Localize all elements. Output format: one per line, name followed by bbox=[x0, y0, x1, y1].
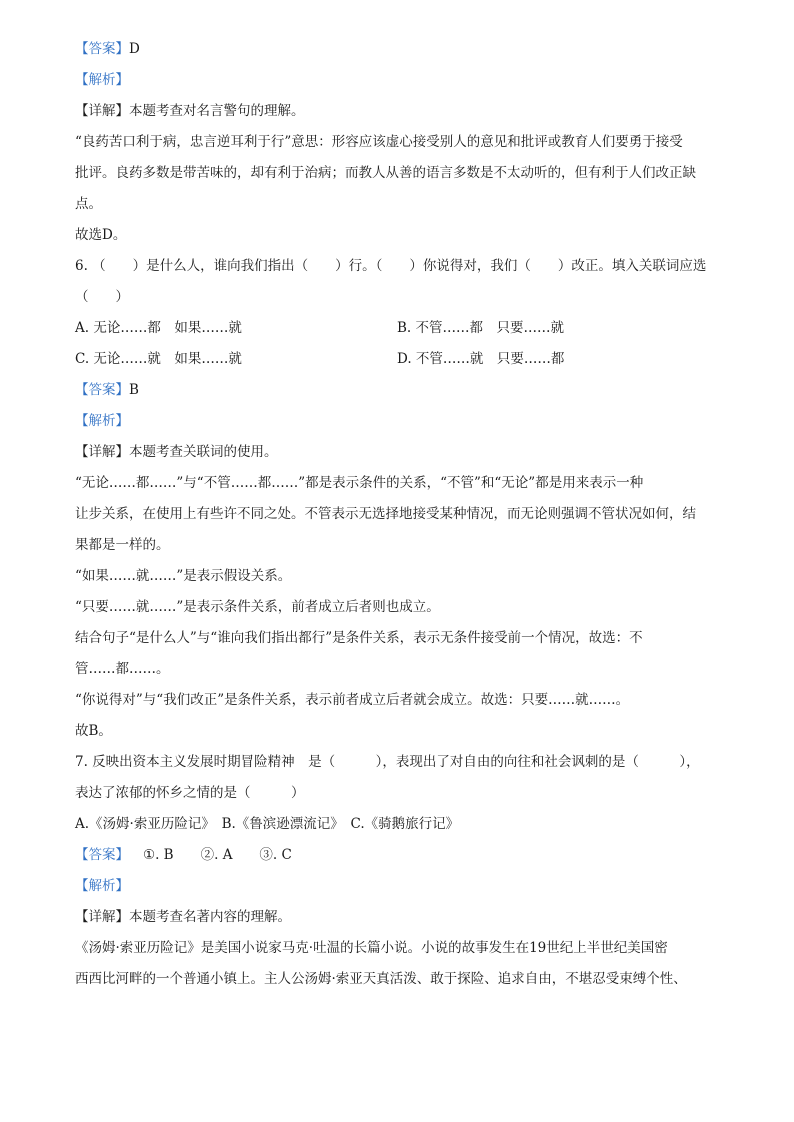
q6-stem-line-1: 6. （ ）是什么人，谁向我们指出（ ）行。（ ）你说得对，我们（ ）改正。填入关联词应选 bbox=[75, 258, 707, 274]
q5-paragraph-3: 点。 bbox=[75, 196, 102, 212]
q7-answer: ①. B ②. A ③. C bbox=[143, 847, 292, 863]
q5-detail-line bbox=[75, 102, 305, 120]
q7-paragraph-2: 西西比河畔的一个普通小镇上。主人公汤姆·索亚天真活泼、敢于探险、追求自由，不堪忍受束缚个性、 bbox=[75, 971, 687, 987]
q6-answer-line bbox=[75, 381, 139, 399]
q7-stem-line-1: 7. 反映出资本主义发展时期冒险精神 是（ ），表现出了对自由的向往和社会讽刺的是（ ）， bbox=[75, 754, 700, 770]
q5-analysis-tag: 【解析】 bbox=[75, 72, 129, 88]
q6-paragraph-7: 管……都……。 bbox=[75, 661, 170, 677]
q5-detail-tag: 【详解】 bbox=[75, 103, 129, 119]
q5-detail: 本题考查对名言警句的理解。 bbox=[129, 103, 305, 119]
q6-conclusion: 故B。 bbox=[75, 723, 112, 739]
q7-detail: 本题考查名著内容的理解。 bbox=[129, 909, 291, 925]
q6-option-b: B. 不管……都 只要……就 bbox=[397, 320, 565, 336]
q6-paragraph-1: “无论……都……”与“不管……都……”都是表示条件的关系，“不管”和“无论”都是用来表示一种 bbox=[75, 475, 644, 491]
q5-answer-tag: 【答案】 bbox=[75, 41, 129, 57]
q6-detail-line bbox=[75, 443, 278, 461]
q5-conclusion: 故选D。 bbox=[75, 227, 127, 243]
q7-options: A.《汤姆·索亚历险记》 B.《鲁滨逊漂流记》 C.《骑鹅旅行记》 bbox=[75, 816, 460, 832]
q7-detail-tag: 【详解】 bbox=[75, 909, 129, 925]
q6-answer-tag: 【答案】 bbox=[75, 382, 129, 398]
q5-paragraph-1: “良药苦口利于病，忠言逆耳利于行”意思：形容应该虚心接受别人的意见和批评或教育人们要勇于接受 bbox=[75, 134, 683, 150]
q6-paragraph-4: “如果……就……”是表示假设关系。 bbox=[75, 568, 292, 584]
q6-option-c: C. 无论……就 如果……就 bbox=[75, 351, 242, 367]
q6-paragraph-6: 结合句子“是什么人”与“谁向我们指出都行”是条件关系，表示无条件接受前一个情况，故选：不 bbox=[75, 630, 643, 646]
q5-paragraph-2: 批评。良药多数是带苦味的，却有利于治病；而教人从善的语言多数是不太动听的，但有利于人们改正缺 bbox=[75, 165, 696, 181]
q5-answer: D bbox=[129, 41, 140, 57]
q6-stem-line-2: （ ） bbox=[75, 289, 129, 305]
q6-detail: 本题考查关联词的使用。 bbox=[129, 444, 278, 460]
q7-paragraph-1: 《汤姆·索亚历险记》是美国小说家马克·吐温的长篇小说。小说的故事发生在19世纪上半世纪美国密 bbox=[75, 940, 668, 956]
q6-detail-tag: 【详解】 bbox=[75, 444, 129, 460]
q6-option-a: A. 无论……都 如果……就 bbox=[75, 320, 242, 336]
q7-answer-tag: 【答案】 bbox=[75, 847, 129, 863]
q6-option-d: D. 不管……就 只要……都 bbox=[397, 351, 565, 367]
q7-answer-line bbox=[75, 846, 292, 864]
q6-paragraph-5: “只要……就……”是表示条件关系，前者成立后者则也成立。 bbox=[75, 599, 440, 615]
q6-analysis-tag: 【解析】 bbox=[75, 413, 129, 429]
q7-detail-line bbox=[75, 908, 291, 926]
q5-answer-line bbox=[75, 40, 140, 58]
q6-answer: B bbox=[129, 382, 139, 398]
q7-analysis-tag: 【解析】 bbox=[75, 878, 129, 894]
q6-paragraph-8: “你说得对”与“我们改正”是条件关系，表示前者成立后者就会成立。故选：只要……就……。 bbox=[75, 692, 630, 708]
q6-paragraph-2: 让步关系，在使用上有些许不同之处。不管表示无选择地接受某种情况，而无论则强调不管状况如何，结 bbox=[75, 506, 696, 522]
q6-paragraph-3: 果都是一样的。 bbox=[75, 537, 170, 553]
q7-stem-line-2: 表达了浓郁的怀乡之情的是（ ） bbox=[75, 785, 305, 801]
